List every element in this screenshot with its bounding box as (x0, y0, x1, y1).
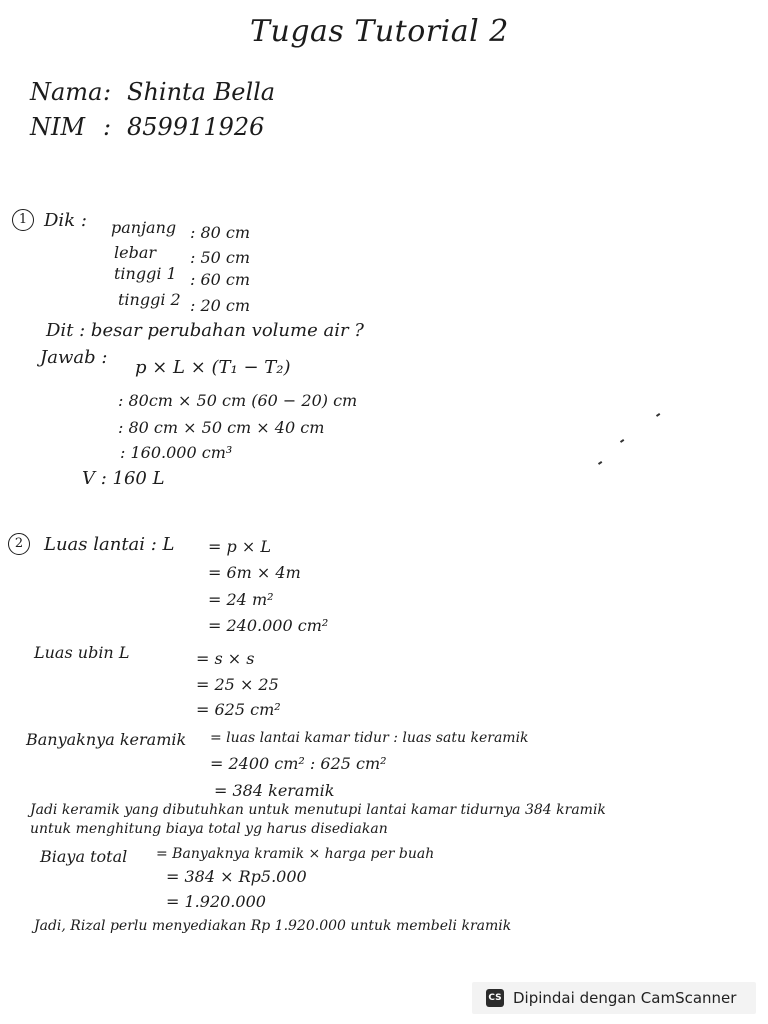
question-1-number: 1 (12, 209, 34, 231)
q2-luas-lantai-step: = 24 m² (208, 590, 274, 609)
q1-jawab-label: Jawab : (40, 347, 108, 368)
q1-step: : 80cm × 50 cm (60 − 20) cm (118, 391, 358, 410)
camscanner-watermark (472, 982, 756, 1014)
q2-biaya-step: = 384 × Rp5.000 (166, 867, 307, 886)
q2-luas-ubin-label: Luas ubin L (34, 643, 130, 662)
nama-separator: : (103, 78, 112, 106)
q2-banyak-label: Banyaknya keramik (26, 730, 187, 749)
q1-result: V : 160 L (82, 468, 165, 489)
q2-conclusion: Jadi keramik yang dibutuhkan untuk menutupi lantai kamar tidurnya 384 kramik (30, 802, 606, 818)
q2-luas-lantai-step: = 6m × 4m (208, 563, 301, 582)
q2-luas-ubin-step: = 25 × 25 (196, 675, 279, 694)
q1-step: : 160.000 cm³ (120, 443, 233, 462)
nama-label: Nama (30, 78, 103, 106)
nim-label: NIM (30, 113, 86, 141)
q2-luas-lantai-label: Luas lantai : L (44, 534, 175, 555)
q1-question: Dit : besar perubahan volume air ? (46, 320, 364, 341)
q2-final-answer: Jadi, Rizal perlu menyediakan Rp 1.920.000 untuk membeli kramik (34, 918, 512, 934)
q1-step: : 80 cm × 50 cm × 40 cm (118, 418, 325, 437)
pen-mark (598, 461, 602, 465)
q2-luas-ubin-step: = s × s (196, 649, 255, 668)
q1-given-value: : 80 cm (190, 223, 251, 242)
q2-biaya-label: Biaya total (40, 847, 128, 866)
page-title: Tugas Tutorial 2 (250, 14, 509, 49)
q2-banyak-step: = luas lantai kamar tidur : luas satu keramik (210, 730, 529, 746)
q2-banyak-step: = 2400 cm² : 625 cm² (210, 754, 387, 773)
q1-given-value: : 50 cm (190, 248, 251, 267)
nim-value: 859911926 (127, 113, 265, 141)
question-2-number: 2 (8, 533, 30, 555)
camscanner-text: Dipindai dengan CamScanner (513, 989, 737, 1007)
nama-value: Shinta Bella (127, 78, 276, 106)
q1-given-name: tinggi 1 (114, 264, 177, 283)
q1-given-name: tinggi 2 (118, 290, 181, 309)
q1-given-name: panjang (111, 218, 177, 237)
q1-dik-label: Dik : (44, 210, 87, 231)
pen-mark (656, 413, 660, 417)
q2-biaya-step: = Banyaknya kramik × harga per buah (156, 846, 435, 862)
q1-given-value: : 20 cm (190, 296, 251, 315)
q1-given-name: lebar (114, 243, 157, 262)
q1-given-value: : 60 cm (190, 270, 251, 289)
nim-separator: : (103, 113, 112, 141)
q2-biaya-step: = 1.920.000 (166, 892, 266, 911)
q2-banyak-step: = 384 keramik (214, 781, 335, 800)
q1-step: p × L × (T₁ − T₂) (135, 357, 291, 378)
q2-luas-ubin-step: = 625 cm² (196, 700, 281, 719)
camscanner-logo-icon: CS (486, 989, 504, 1007)
q2-luas-lantai-step: = p × L (208, 537, 271, 556)
pen-mark (620, 439, 624, 443)
q2-luas-lantai-step: = 240.000 cm² (208, 616, 329, 635)
q2-conclusion: untuk menghitung biaya total yg harus disediakan (30, 821, 388, 837)
